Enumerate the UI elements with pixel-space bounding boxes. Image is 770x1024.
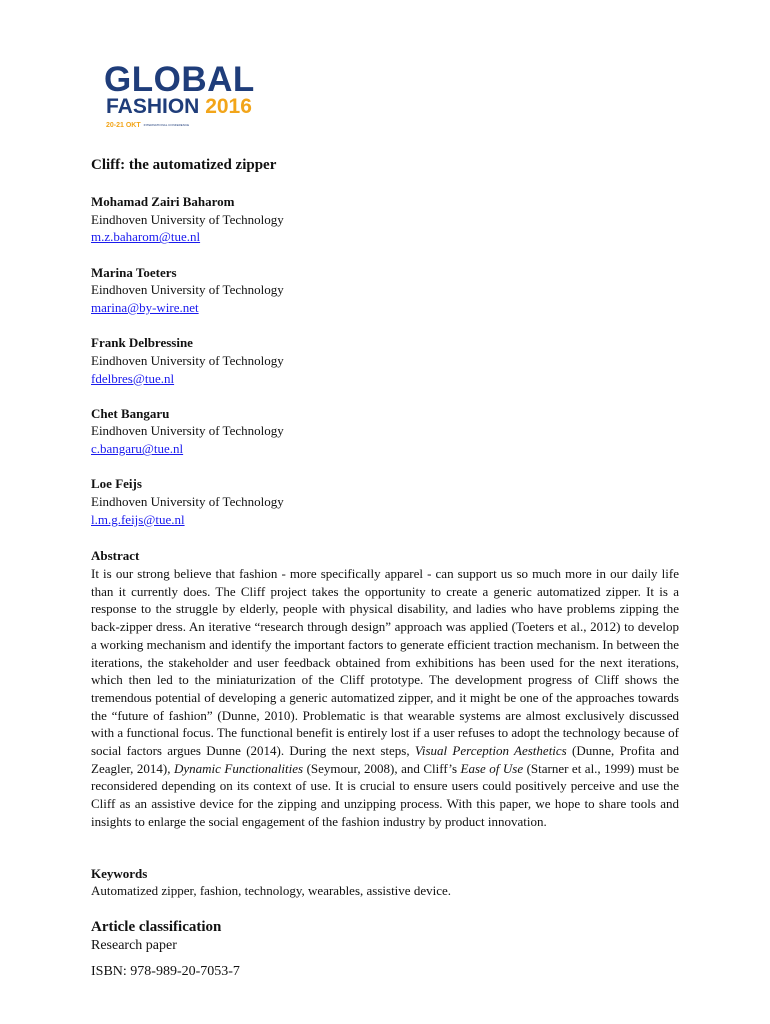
logo-line-fashion (106, 96, 252, 118)
author-affiliation: Eindhoven University of Technology (91, 211, 284, 227)
author-name: Marina Toeters (91, 264, 177, 280)
abstract-text: (Seymour, 2008), and Cliff’s (303, 760, 461, 776)
author-name: Chet Bangaru (91, 405, 170, 421)
author-name: Mohamad Zairi Baharom (91, 194, 235, 209)
classification-heading: Article classification (91, 919, 222, 935)
author-email-link[interactable]: marina@by-wire.net (91, 300, 199, 315)
paper-title: Cliff: the automatized zipper (91, 157, 277, 173)
author-affiliation: Eindhoven University of Technology (91, 352, 284, 368)
author-block (91, 475, 491, 546)
author-affiliation: Eindhoven University of Technology (91, 494, 284, 510)
abstract-heading: Abstract (91, 548, 140, 563)
author-email-link[interactable]: c.bangaru@tue.nl (91, 441, 184, 457)
author-affiliation: Eindhoven University of Technology (91, 423, 284, 439)
abstract-term: Ease of Use (460, 760, 524, 776)
author-block (91, 334, 491, 405)
author-email-link[interactable]: l.m.g.feijs@tue.nl (91, 511, 185, 527)
abstract-text: It is our strong believe that fashion - more specifically apparel - can support us so much more in our daily life than it currently does. The Cliff project takes the opportunity to create a generic automatized zipper. It is a response to the struggle by elderly, people with physical disability, and ladies who have problems zipping the back-zipper dress. An iterative “research through design” approach was applied (Toeters et al., 2012) to develop a working mechanism and identify the important factors to generate efficient traction mechanism. In between the iterations, the stakeholder and user feedback obtained from exhibitions has been used for the next iterations, which then led to the miniaturization of the Cliff prototype. The development progress of Cliff shows the tremendous potential of developing a generic automatized zipper, and it might be one of the approaches towards the “future of fashion” (Dunne, 2010). Problematic is that wearable systems are almost exclusively discussed with a functional focus. The functional benefit is entirely lost if a user refuses to adopt the technology because of social factors argues Dunne (2014). During the next steps, (91, 566, 679, 759)
author-block (91, 405, 491, 476)
isbn: ISBN: 978-989-20-7053-7 (91, 964, 240, 979)
author-email-link[interactable]: fdelbres@tue.nl (91, 370, 175, 386)
abstract-text: (Dunne, Profita and Zeagler, 2014), (91, 743, 680, 776)
abstract-body (91, 565, 679, 831)
logo-fashion-word: FASHION (106, 95, 200, 118)
abstract-text: (Starner et al., 1999) must be reconsidered depending on its context of use. It is crucial to ensure users could positively perceive and use the Cliff as an assistive device for the zipping and unzipping process. With this paper, we hope to share tools and insights to enlarge the social engagement of the fashion industry by product innovation. (91, 760, 679, 829)
logo-line-global: GLOBAL (104, 60, 255, 99)
logo-year: 2016 (205, 95, 252, 118)
logo-line-date (106, 121, 189, 130)
abstract-term: Visual Perception Aesthetics (414, 743, 567, 759)
author-name: Loe Feijs (91, 476, 142, 492)
classification-text: Research paper (91, 938, 177, 953)
abstract-term: Dynamic Functionalities (173, 760, 304, 776)
author-affiliation: Eindhoven University of Technology (91, 282, 284, 298)
keywords-text: Automatized zipper, fashion, technology, wearables, assistive device. (91, 883, 451, 898)
conference-logo (104, 60, 266, 134)
author-block (91, 264, 491, 335)
keywords-heading: Keywords (91, 866, 148, 881)
author-block (91, 193, 491, 264)
abstract-paragraph (91, 565, 679, 831)
author-list (91, 193, 491, 546)
logo-date: 20-21 OKT (106, 121, 141, 129)
author-email-link[interactable]: m.z.baharom@tue.nl (91, 229, 201, 245)
logo-subtitle: INTERNATIONAL CONFERENCE (143, 123, 190, 127)
author-name: Frank Delbressine (91, 335, 193, 351)
